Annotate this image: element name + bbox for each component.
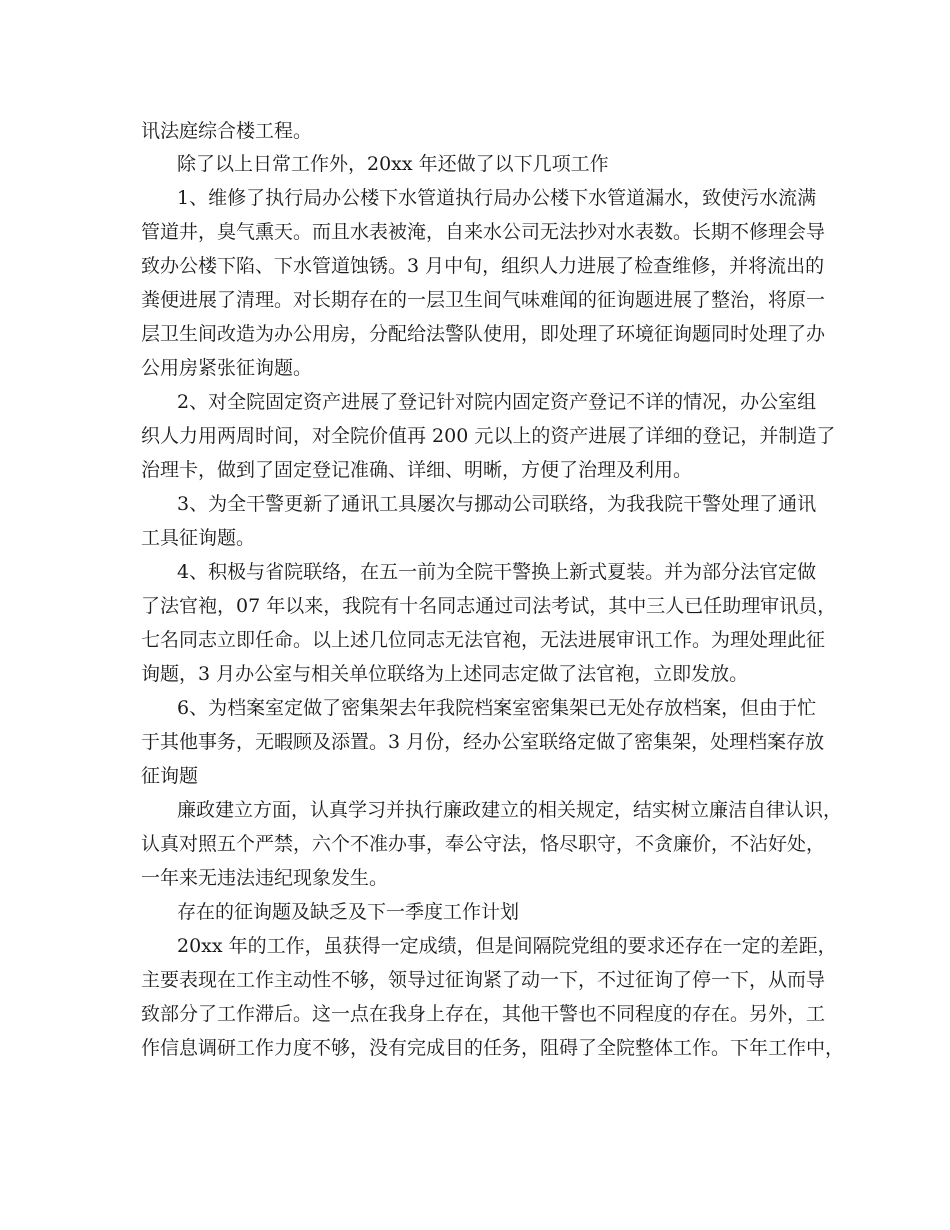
text-line: 作信息调研工作力度不够，没有完成目的任务，阻碍了全院整体工作。下年工作中， — [141, 1037, 845, 1059]
text-line: 除了以上日常工作外，20xx 年还做了以下几项工作 — [177, 153, 609, 175]
text-line: 七名同志立即任命。以上述几位同志无法官袍，无法进展审讯工作。为理处理此征 — [141, 629, 826, 651]
text-line: 粪便进展了清理。对长期存在的一层卫生间气味难闻的征询题进展了整治，将原一 — [141, 289, 826, 311]
text-line: 讯法庭综合楼工程。 — [141, 120, 313, 142]
text-line: 征询题 — [141, 765, 199, 787]
text-line: 治理卡，做到了固定登记准确、详细、明晰，方便了治理及利用。 — [141, 459, 693, 481]
text-line: 于其他事务，无暇顾及添置。3 月份，经办公室联络定做了密集架，处理档案存放 — [141, 731, 825, 753]
text-line: 20xx 年的工作，虽获得一定成绩，但是间隔院党组的要求还存在一定的差距， — [177, 935, 837, 957]
text-line: 致办公楼下陷、下水管道蚀锈。3 月中旬，组织人力进展了检查维修，并将流出的 — [141, 255, 825, 277]
text-line: 认真对照五个严禁，六个不准办事，奉公守法，恪尽职守，不贪廉价，不沾好处， — [141, 833, 826, 855]
text-line: 4、积极与省院联络，在五一前为全院干警换上新式夏装。并为部分法官定做 — [177, 561, 817, 583]
text-line: 6、为档案室定做了密集架去年我院档案室密集架已无处存放档案，但由于忙 — [177, 697, 817, 719]
text-line: 存在的征询题及缺乏及下一季度工作计划 — [177, 901, 520, 923]
text-line: 1、维修了执行局办公楼下水管道执行局办公楼下水管道漏水，致使污水流满 — [177, 187, 817, 209]
text-line: 廉政建立方面，认真学习并执行廉政建立的相关规定，结实树立廉洁自律认识， — [177, 799, 843, 821]
text-line: 了法官袍，07 年以来，我院有十名同志通过司法考试，其中三人已任助理审讯员， — [141, 595, 837, 617]
text-line: 致部分了工作滞后。这一点在我身上存在，其他干警也不同程度的存在。另外，工 — [141, 1003, 826, 1025]
text-line: 询题，3 月办公室与相关单位联络为上述同志定做了法官袍，立即发放。 — [141, 663, 749, 685]
text-line: 管道井，臭气熏天。而且水表被淹，自来水公司无法抄对水表数。长期不修理会导 — [141, 221, 826, 243]
text-line: 公用房紧张征询题。 — [141, 357, 313, 379]
text-line: 主要表现在工作主动性不够，领导过征询紧了动一下，不过征询了停一下，从而导 — [141, 969, 826, 991]
text-line: 一年来无违法违纪现象发生。 — [141, 867, 389, 889]
text-line: 2、对全院固定资产进展了登记针对院内固定资产登记不详的情况，办公室组 — [177, 391, 817, 413]
text-line: 织人力用两周时间，对全院价值再 200 元以上的资产进展了详细的登记，并制造了 — [141, 425, 836, 447]
text-line: 工具征询题。 — [141, 527, 256, 549]
text-line: 层卫生间改造为办公用房，分配给法警队使用，即处理了环境征询题同时处理了办 — [141, 323, 826, 345]
text-line: 3、为全干警更新了通讯工具屡次与挪动公司联络，为我我院干警处理了通讯 — [177, 493, 817, 515]
